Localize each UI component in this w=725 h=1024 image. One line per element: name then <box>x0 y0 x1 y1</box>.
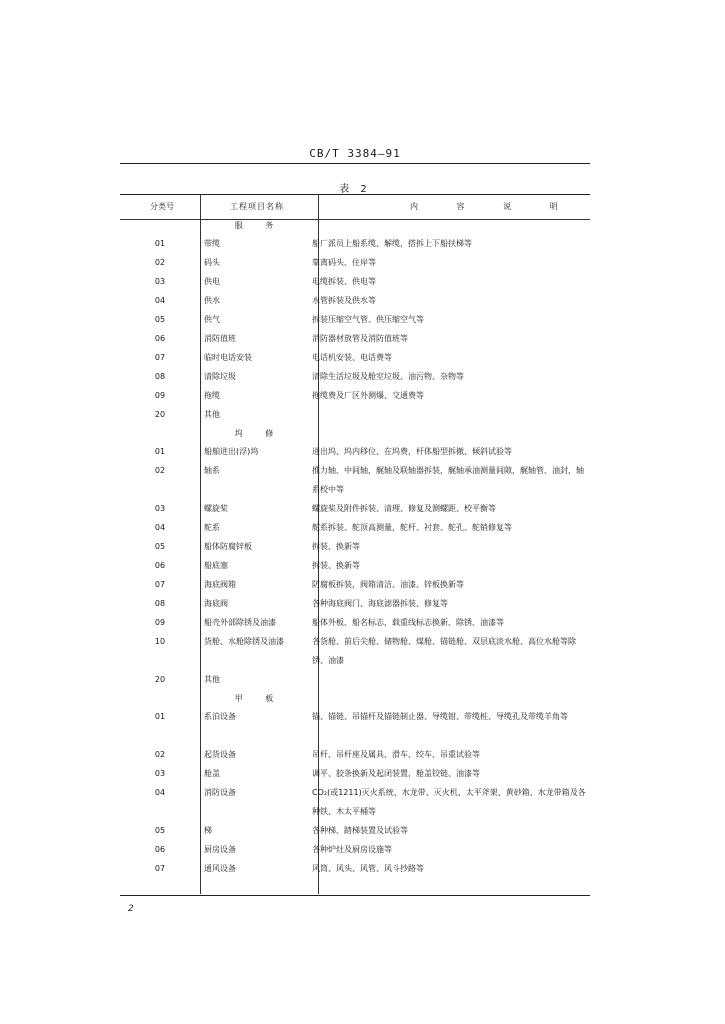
item-name: 系泊设备 <box>204 712 236 721</box>
item-name: 梯 <box>204 826 212 835</box>
item-code: 07 <box>154 580 166 589</box>
item-description: 水管拆装及供水等 <box>312 296 376 305</box>
item-description: 推力轴、中间轴，艉轴及联轴器拆装，艉轴承油测量间隙，艉轴管、油封，轴系校中等 <box>312 466 584 494</box>
item-code: 03 <box>154 769 166 778</box>
item-name: 船舶进出(浮)坞 <box>204 447 259 456</box>
item-description: 锚、锚链、吊锚杆及锚链制止器、导缆钳、带缆桩、导缆孔及带缆羊角等 <box>312 712 568 721</box>
item-code: 03 <box>154 277 166 286</box>
item-code: 02 <box>154 750 166 759</box>
item-code: 01 <box>154 712 166 721</box>
item-description: 各种炉灶及厨房设施等 <box>312 845 392 854</box>
item-name: 清除垃圾 <box>204 372 236 381</box>
item-description: 拆装压缩空气管、供压缩空气等 <box>312 315 424 324</box>
item-code: 09 <box>154 618 166 627</box>
item-description: 消防器材放管及消防值班等 <box>312 334 408 343</box>
item-code: 08 <box>154 372 166 381</box>
item-name: 厨房设备 <box>204 845 236 854</box>
item-description: 螺旋桨及附件拆装、清理、修复及测螺距、校平衡等 <box>312 504 496 513</box>
column-divider-1 <box>200 194 201 894</box>
footer-rule <box>120 895 590 896</box>
item-description: 进出坞、坞内移位、在坞费，杆体船型拆撤、倾斜试验等 <box>312 447 512 456</box>
section-title: 甲 板 <box>234 694 284 703</box>
contents-table <box>120 194 590 894</box>
item-description: CO₂(或1211)灭火系统、水龙带、灭火机、太平斧架、黄砂箱、水龙带箱及各种铁、木太平桶等 <box>312 788 586 816</box>
item-name: 舱盖 <box>204 769 220 778</box>
item-code: 01 <box>154 447 166 456</box>
item-name: 供电 <box>204 277 220 286</box>
table-title: 表 2 <box>339 184 371 195</box>
item-code: 06 <box>154 561 166 570</box>
item-code: 10 <box>154 637 166 646</box>
item-description: 各货舱、前后尖舱、储物舱、煤舱、锚链舱、双层底淡水舱、高位水舱等除锈、油漆 <box>312 637 576 665</box>
header-bottom-rule <box>120 219 590 220</box>
item-code: 06 <box>154 845 166 854</box>
item-name: 货舱、水舱除锈及油漆 <box>204 637 284 646</box>
header-code: 分类号 <box>150 202 174 211</box>
item-name: 轴系 <box>204 466 220 475</box>
page-number: 2 <box>128 904 134 914</box>
header-name: 工程项目名称 <box>230 202 284 211</box>
item-code: 07 <box>154 353 166 362</box>
item-description: 各种梯、踏梯装置及试验等 <box>312 826 408 835</box>
item-description: 靠离码头、住岸等 <box>312 258 376 267</box>
item-code: 02 <box>154 258 166 267</box>
item-code: 04 <box>154 296 166 305</box>
item-name: 消防设备 <box>204 788 236 797</box>
item-code: 20 <box>154 410 166 419</box>
item-name: 通风设备 <box>204 864 236 873</box>
item-name: 其他 <box>204 410 220 419</box>
item-name: 消防值班 <box>204 334 236 343</box>
section-title: 服 务 <box>234 221 284 230</box>
item-description: 吊杆、吊杆座及属具、滑车、绞车、吊重试验等 <box>312 750 480 759</box>
item-code: 03 <box>154 504 166 513</box>
item-description: 拆装、换新等 <box>312 542 360 551</box>
item-name: 螺旋桨 <box>204 504 228 513</box>
item-description: 舵系拆装、舵顶高测量，舵杆、衬套、舵孔、舵销修复等 <box>312 523 512 532</box>
item-code: 05 <box>154 826 166 835</box>
item-code: 04 <box>154 523 166 532</box>
item-name: 船体防腐锌板 <box>204 542 252 551</box>
item-description: 电话机安装、电话费等 <box>312 353 392 362</box>
item-description: 船体外板、船名标志，载重线标志换新、除锈、油漆等 <box>312 618 504 627</box>
item-name: 船底塞 <box>204 561 228 570</box>
item-name: 海底阀 <box>204 599 228 608</box>
item-name: 带缆 <box>204 239 220 248</box>
header-description: 内 容 说 明 <box>410 202 576 211</box>
standard-number-header: CB/T 3384—91 <box>309 147 401 160</box>
item-description: 各种海底阀门、海底滤器拆装、修复等 <box>312 599 448 608</box>
item-code: 01 <box>154 239 166 248</box>
item-name: 拖缆 <box>204 391 220 400</box>
item-name: 船壳外部除锈及油漆 <box>204 618 276 627</box>
item-code: 04 <box>154 788 166 797</box>
item-name: 起货设备 <box>204 750 236 759</box>
table-top-rule <box>120 194 590 195</box>
item-name: 其他 <box>204 675 220 684</box>
item-code: 05 <box>154 315 166 324</box>
item-description: 电缆拆装、供电等 <box>312 277 376 286</box>
item-code: 06 <box>154 334 166 343</box>
item-description: 调平、胶条换新及起闭装置，舱盖铰链、油漆等 <box>312 769 480 778</box>
item-description: 船厂派员上船系缆、解缆，搭拆上下船扶梯等 <box>312 239 472 248</box>
item-name: 临时电话安装 <box>204 353 252 362</box>
item-code: 08 <box>154 599 166 608</box>
item-code: 09 <box>154 391 166 400</box>
item-name: 海底阀箱 <box>204 580 236 589</box>
item-description: 清除生活垃圾及舱室垃圾、油污物、杂物等 <box>312 372 464 381</box>
item-name: 供气 <box>204 315 220 324</box>
item-description: 防腐板拆装，阀箱清洁、油漆、锌板换新等 <box>312 580 464 589</box>
item-code: 07 <box>154 864 166 873</box>
item-code: 05 <box>154 542 166 551</box>
item-name: 码头 <box>204 258 220 267</box>
item-name: 供水 <box>204 296 220 305</box>
header-rule <box>120 163 590 164</box>
item-description: 风筒、风头、风管、风斗抄路等 <box>312 864 424 873</box>
section-title: 坞 修 <box>234 429 284 438</box>
item-description: 拖缆费及厂区外测爆、交通费等 <box>312 391 424 400</box>
item-description: 拆装、换新等 <box>312 561 360 570</box>
item-code: 20 <box>154 675 166 684</box>
item-code: 02 <box>154 466 166 475</box>
item-name: 舵系 <box>204 523 220 532</box>
